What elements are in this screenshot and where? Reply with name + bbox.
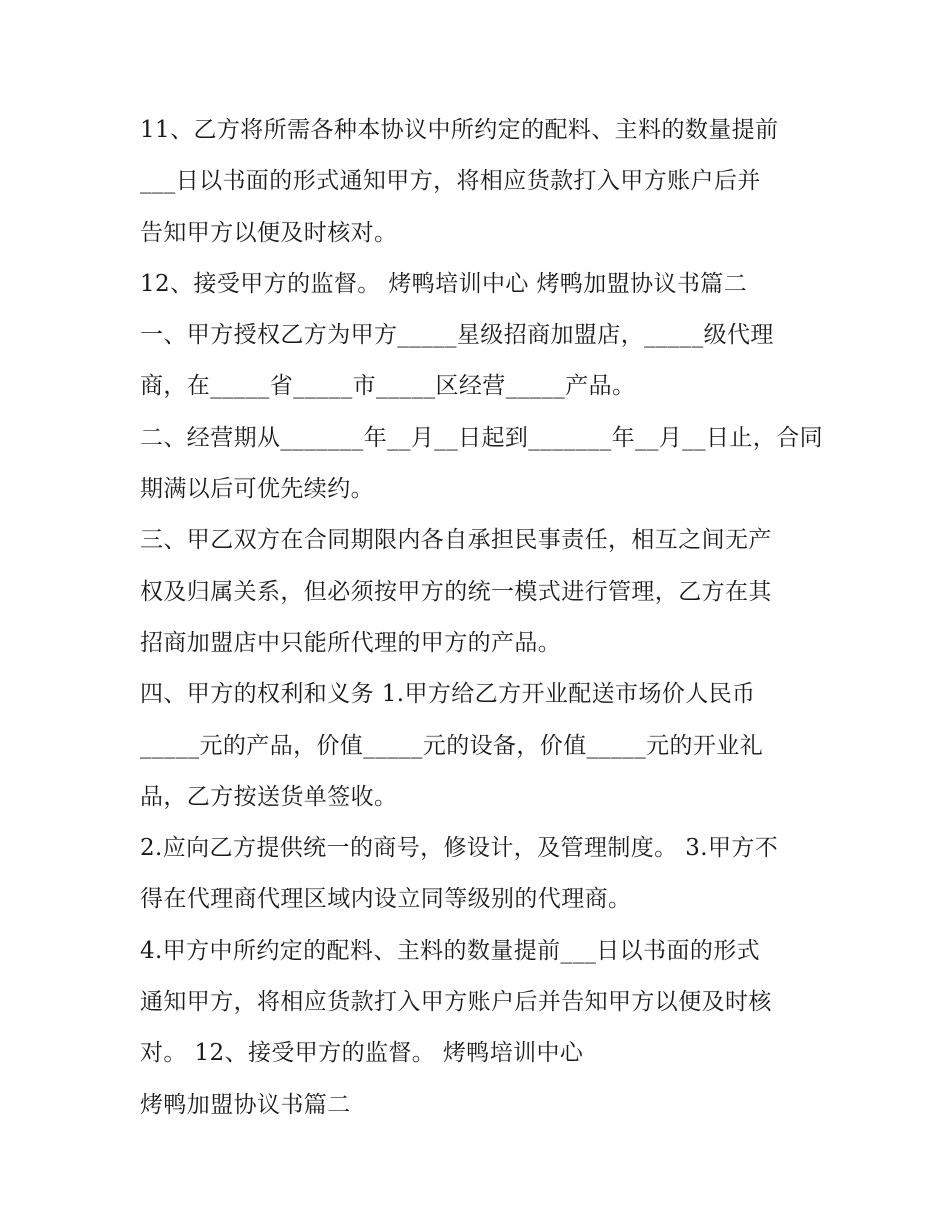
text-line: 一、甲方授权乙方为甲方_____星级招商加盟店，_____级代理 xyxy=(140,322,774,349)
text-line: _____元的产品，价值_____元的设备，价值_____元的开业礼 xyxy=(140,732,764,759)
text-line: 得在代理商代理区域内设立同等级别的代理商。 xyxy=(140,886,632,913)
text-line: 二、经营期从_______年__月__日起到_______年__月__日止，合同 xyxy=(140,424,823,451)
text-line: 烤鸭加盟协议书篇二 xyxy=(140,1091,351,1118)
text-line: 11、乙方将所需各种本协议中所约定的配料、主料的数量提前 xyxy=(140,117,779,143)
text-line: 通知甲方，将相应货款打入甲方账户后并告知甲方以便及时核 xyxy=(140,989,772,1016)
text-line: ___日以书面的形式通知甲方，将相应货款打入甲方账户后并 xyxy=(140,168,761,195)
text-line: 期满以后可优先续约。 xyxy=(140,476,374,503)
text-line: 四、甲方的权利和义务 1.甲方给乙方开业配送市场价人民币 xyxy=(140,681,756,708)
text-line: 权及归属关系，但必须按甲方的统一模式进行管理，乙方在其 xyxy=(140,578,772,605)
document-body xyxy=(140,105,823,1131)
text-line: 2.应向乙方提供统一的商号，修设计，及管理制度。 3.甲方不 xyxy=(140,835,779,862)
text-line: 对。 12、接受甲方的监督。 烤鸭培训中心 xyxy=(140,1040,584,1067)
text-line: 商，在_____省_____市_____区经营_____产品。 xyxy=(140,373,636,400)
text-line: 告知甲方以便及时核对。 xyxy=(140,219,398,246)
text-line: 三、甲乙双方在合同期限内各自承担民事责任，相互之间无产 xyxy=(140,527,772,554)
text-line: 12、接受甲方的监督。 烤鸭培训中心 烤鸭加盟协议书篇二 xyxy=(140,270,748,297)
text-line: 4.甲方中所约定的配料、主料的数量提前___日以书面的形式 xyxy=(140,937,761,964)
text-line: 品，乙方按送货单签收。 xyxy=(140,783,398,810)
text-line: 招商加盟店中只能所代理的甲方的产品。 xyxy=(140,629,562,656)
